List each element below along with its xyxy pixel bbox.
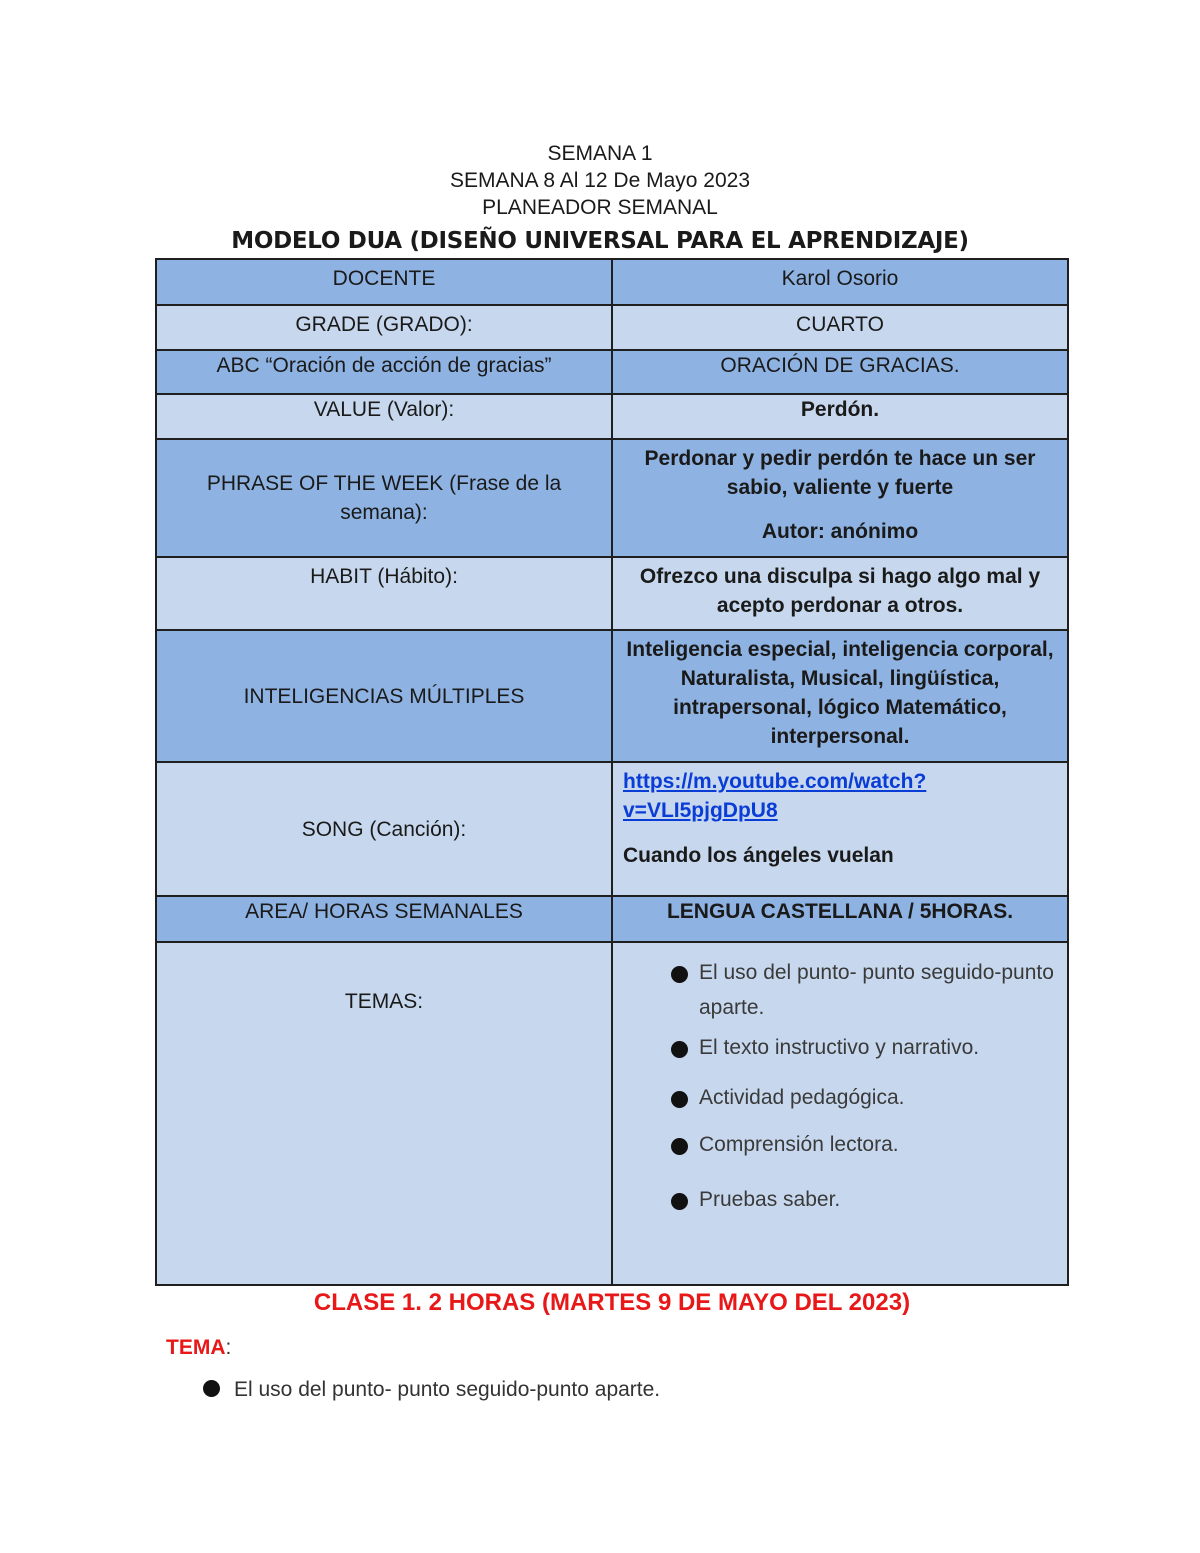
bullet-icon xyxy=(671,1091,688,1108)
song-cell xyxy=(612,762,1068,896)
grade-label: GRADE (GRADO): xyxy=(156,305,612,350)
bullet-icon xyxy=(671,1193,688,1210)
abc-value: ORACIÓN DE GRACIAS. xyxy=(612,350,1068,394)
grade-value: CUARTO xyxy=(612,305,1068,350)
document-title: MODELO DUA (DISEÑO UNIVERSAL PARA EL APRENDIZAJE) xyxy=(231,228,969,254)
row-value xyxy=(156,394,1068,439)
phrase-cell xyxy=(612,439,1068,557)
list-item: Comprensión lectora. xyxy=(663,1127,1057,1162)
week-number: SEMANA 1 xyxy=(547,142,653,165)
row-area xyxy=(156,896,1068,942)
clase-heading: CLASE 1. 2 HORAS (MARTES 9 DE MAYO DEL 2023) xyxy=(313,1289,911,1316)
bullet-icon xyxy=(671,1041,688,1058)
habit-label: HABIT (Hábito): xyxy=(156,557,612,630)
phrase-text: Perdonar y pedir perdón te hace un ser sabio, valiente y fuerte xyxy=(644,447,1036,499)
song-title: Cuando los ángeles vuelan xyxy=(623,844,894,867)
phrase-author: Autor: anónimo xyxy=(761,520,919,543)
docente-label: DOCENTE xyxy=(156,259,612,305)
song-label: SONG (Canción): xyxy=(156,762,612,896)
value-value: Perdón. xyxy=(612,394,1068,439)
phrase-label: PHRASE OF THE WEEK (Frase de la semana): xyxy=(156,439,612,557)
row-temas xyxy=(156,942,1068,1285)
docente-value: Karol Osorio xyxy=(612,259,1068,305)
row-grade xyxy=(156,305,1068,350)
bullet-icon xyxy=(671,966,688,983)
song-link-line1: https://m.youtube.com/watch? xyxy=(623,770,927,793)
row-abc xyxy=(156,350,1068,394)
list-item: El uso del punto- punto seguido-punto aparte. xyxy=(663,955,1057,1025)
bullet-icon xyxy=(671,1138,688,1155)
value-label: VALUE (Valor): xyxy=(156,394,612,439)
planner-subtitle: PLANEADOR SEMANAL xyxy=(482,196,718,219)
tema-heading: TEMA: xyxy=(166,1336,232,1359)
row-song xyxy=(156,762,1068,896)
list-item: El texto instructivo y narrativo. xyxy=(663,1030,1057,1065)
bullet-icon xyxy=(203,1380,220,1397)
inteligencias-value: Inteligencia especial, inteligencia corporal, Naturalista, Musical, lingüística, intrapersonal, lógico Matemático, interpersonal. xyxy=(612,630,1068,762)
row-docente xyxy=(156,259,1068,305)
weekly-planner-table xyxy=(155,258,1069,1286)
list-item: Actividad pedagógica. xyxy=(663,1080,1057,1115)
tema-list-item: El uso del punto- punto seguido-punto aparte. xyxy=(203,1376,660,1404)
abc-label: ABC “Oración de acción de gracias” xyxy=(156,350,612,394)
temas-list xyxy=(623,943,1057,1217)
temas-cell xyxy=(612,942,1068,1285)
song-link-line2: v=VLI5pjgDpU8 xyxy=(623,799,778,822)
row-phrase xyxy=(156,439,1068,557)
week-dates: SEMANA 8 Al 12 De Mayo 2023 xyxy=(450,169,750,192)
row-habit xyxy=(156,557,1068,630)
row-inteligencias xyxy=(156,630,1068,762)
area-label: AREA/ HORAS SEMANALES xyxy=(156,896,612,942)
area-value: LENGUA CASTELLANA / 5HORAS. xyxy=(612,896,1068,942)
list-item: Pruebas saber. xyxy=(663,1182,1057,1217)
temas-label: TEMAS: xyxy=(156,942,612,1285)
song-link[interactable] xyxy=(623,770,926,822)
habit-value: Ofrezco una disculpa si hago algo mal y acepto perdonar a otros. xyxy=(612,557,1068,630)
inteligencias-label: INTELIGENCIAS MÚLTIPLES xyxy=(156,630,612,762)
